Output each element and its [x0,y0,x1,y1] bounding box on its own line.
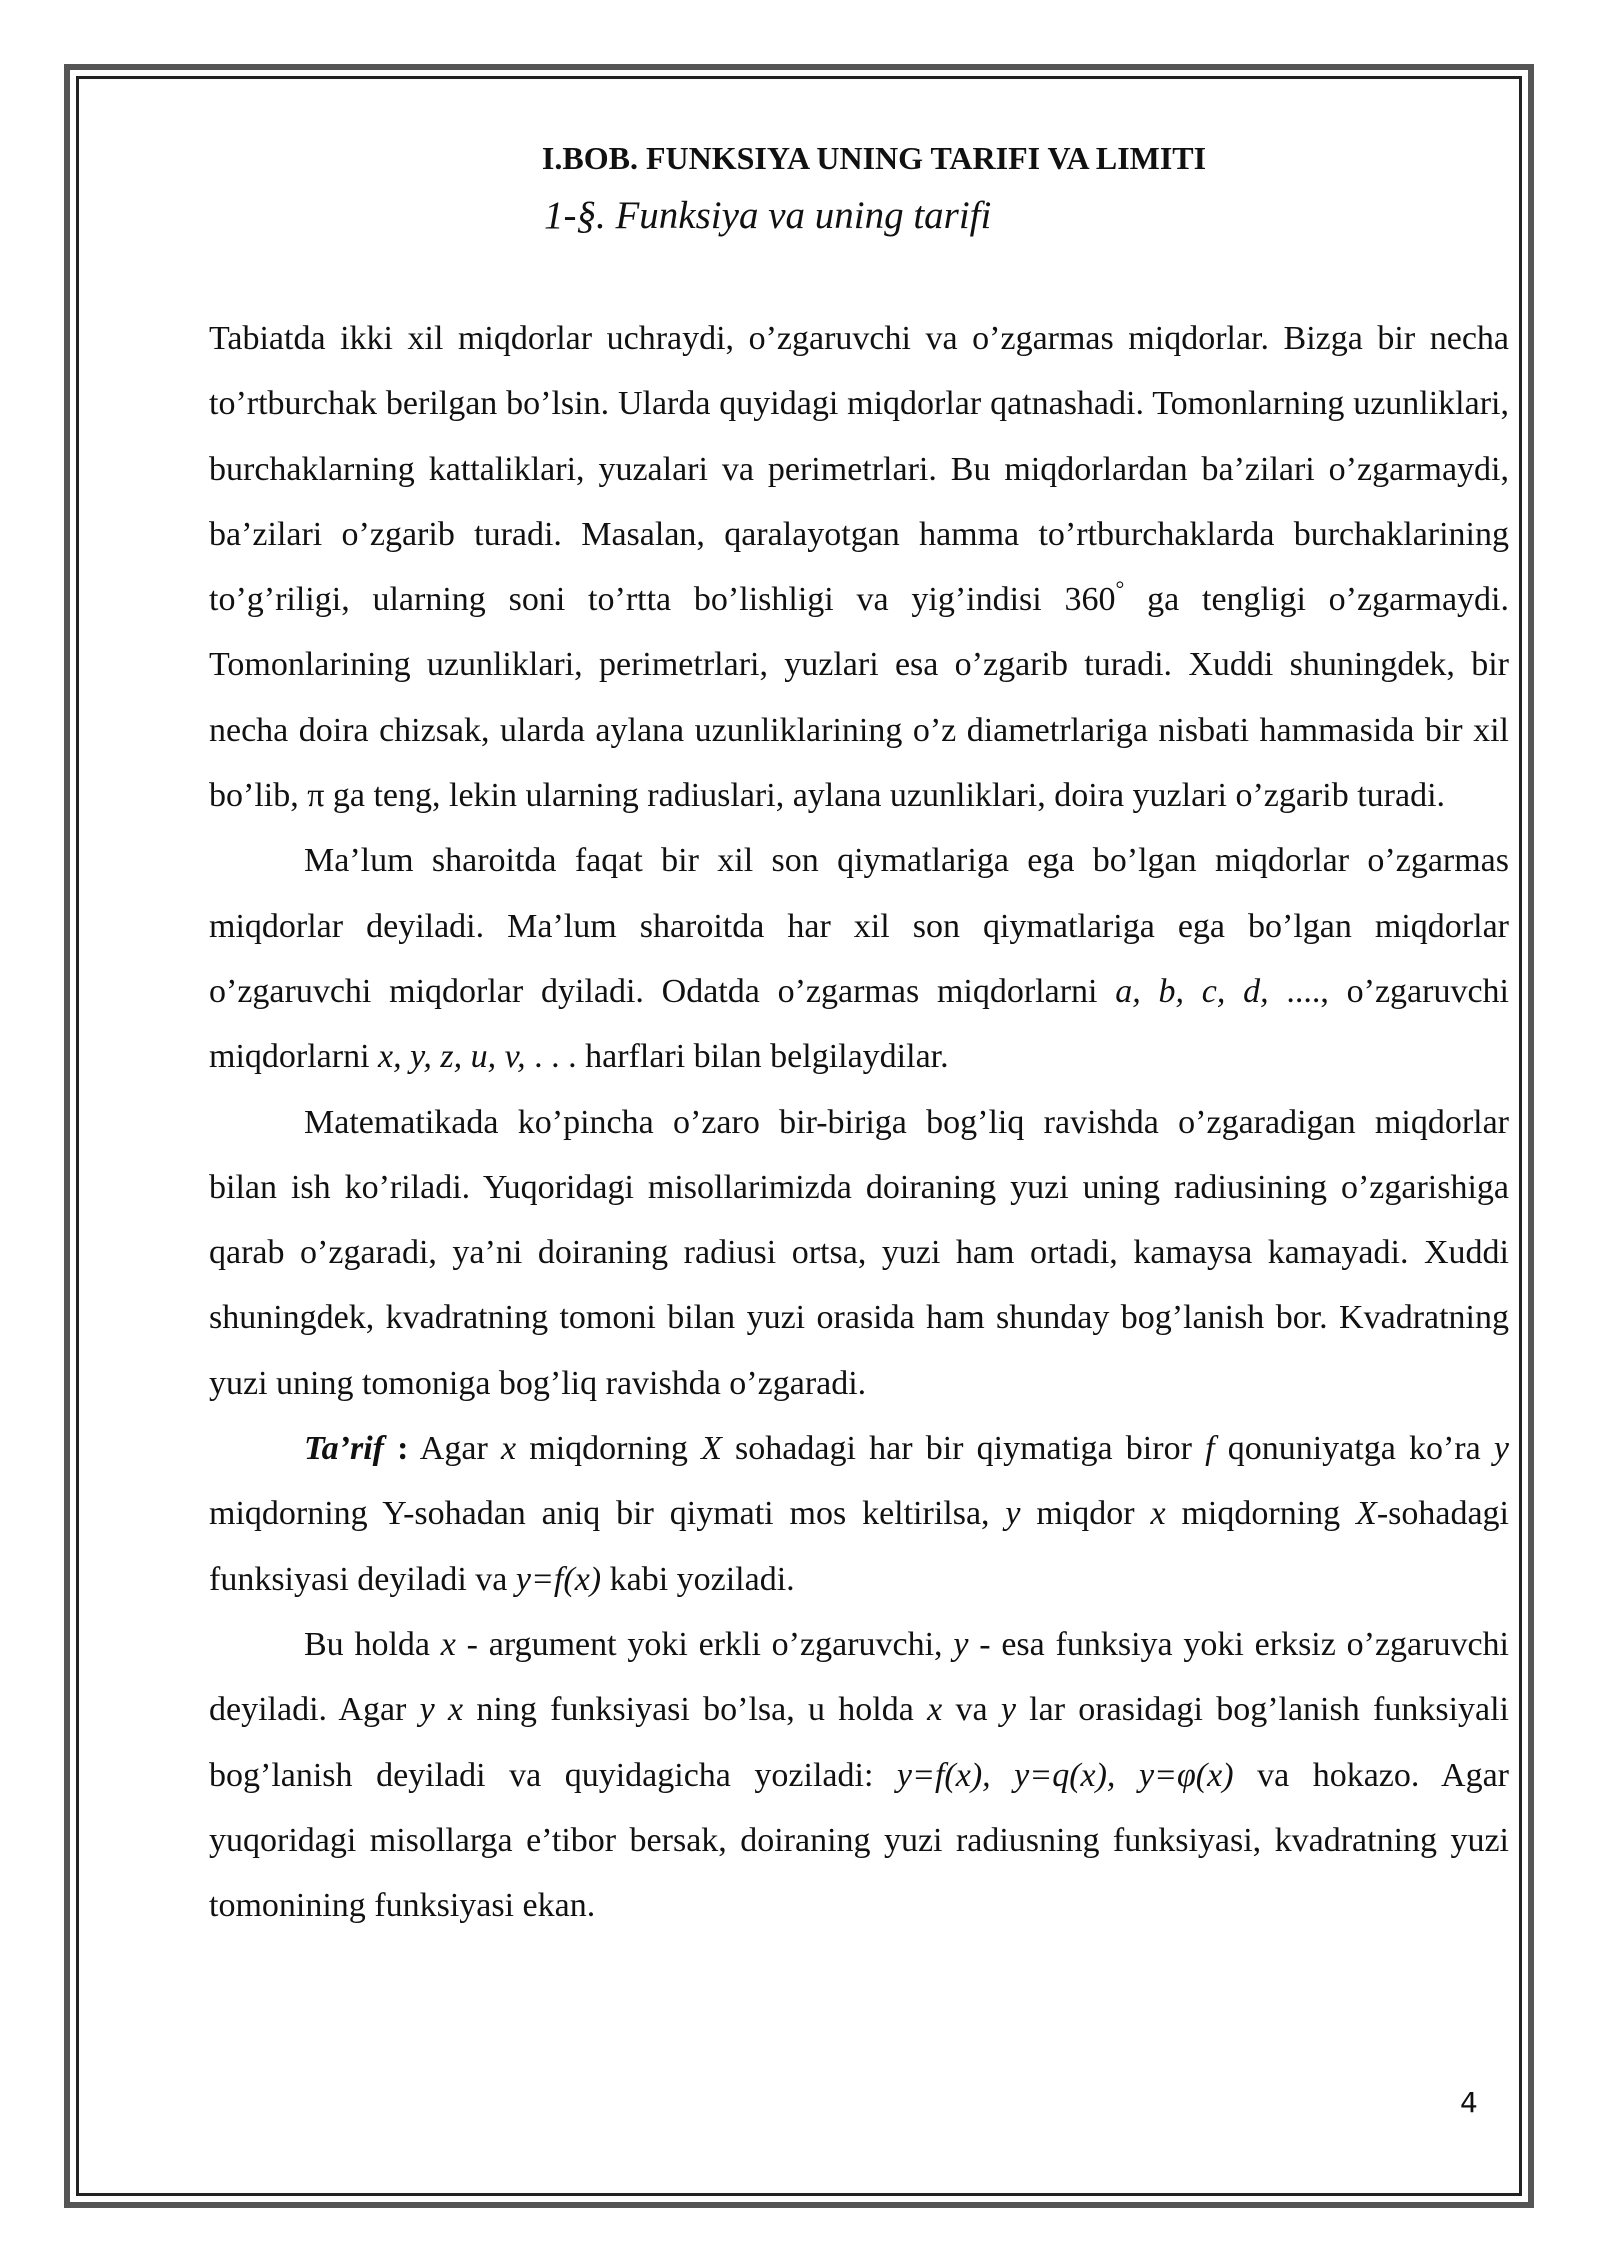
p5-var-x-2: x [927,1691,943,1729]
def-text-6: miqdor [1020,1495,1151,1533]
degree-sign: ° [1115,576,1125,602]
p5-var-y-x: y x [419,1691,464,1729]
section-title: 1-§. Funksiya va uning tarifi [544,194,992,237]
document-body [209,140,1509,1938]
def-formula: y=f(x) [515,1560,602,1598]
p5-formulas: y=f(x), y=q(x), y=φ(x) [896,1756,1234,1794]
constants-letters: a, b, c, d, [1115,972,1269,1010]
p5-var-x: x [440,1625,456,1663]
def-var-y: y [1493,1430,1510,1468]
def-var-y-2: y [1005,1495,1021,1533]
p1-text-after-degree: ga tengligi o’zgarmaydi. Tomonlarining uzunliklari, perimetrlari, yuzlari esa o’zgarib turadi. Xuddi shuningdek, bir necha doira chizsak, ularda aylana uzunliklarining o’z diametrlariga nisbati hammasida bir xil bo’lib, π ga teng, lekin ularning radiuslari, aylana uzunliklari, doira yuzlari o’zgarib turadi. [209,581,1509,815]
p2-text-3: . . . harflari bilan belgilaydilar. [525,1038,949,1076]
p1-text-before-degree: Tabiatda ikki xil miqdorlar uchraydi, o’zgaruvchi va o’zgarmas miqdorlar. Bizga bir necha to’rtburchak berilgan bo’lsin. Ularda quyidagi miqdorlar qatnashadi. Tomonlarning uzunliklari, burchaklarning kattaliklari, yuzalari va perimetrlari. Bu miqdorlardan ba’zilari o’zgarmaydi, ba’zilari o’zgarib turadi. Masalan, qaralayotgan hamma to’rtburchaklarda burchaklarining to’g’riligi, ularning soni to’rtta bo’lishligi va yig’indisi 360 [209,320,1509,619]
def-text-8: -sohadagi funksiyasi deyiladi va [209,1495,1509,1598]
p5-text-5: va [942,1691,1001,1729]
paragraph-1 [209,306,1509,828]
def-text-4: qonuniyatga ko’ra [1214,1430,1494,1468]
p5-var-y: y [953,1625,969,1663]
def-var-x-2: x [1150,1495,1166,1533]
def-text-9: kabi yoziladi. [601,1560,795,1598]
paragraph-2 [209,828,1509,1089]
variables-letters: x, y, z, u, v, [378,1038,526,1076]
def-text-1: Agar [408,1430,501,1468]
chapter-title: I.BOB. FUNKSIYA UNING TARIFI VA LIMITI [541,140,1207,176]
def-text-5: miqdorning Y-sohadan aniq bir qiymati mos keltirilsa, [209,1495,1006,1533]
page-number: 4 [1460,2086,1478,2119]
p2-text-1: Ma’lum sharoitda faqat bir xil son qiymatlariga ega bo’lgan miqdorlar o’zgarmas miqdorlar deyiladi. Ma’lum sharoitda har xil son qiymatlariga ega bo’lgan miqdorlar o’zgaruvchi miqdorlar dyiladi. Odatda o’zgarmas miqdorlarni [209,842,1509,1010]
p5-text-2: - argument yoki erkli o’zgaruvchi, [455,1625,954,1663]
def-law-f: f [1205,1430,1215,1468]
paragraph-5 [209,1612,1509,1938]
def-set-X: X [701,1430,722,1468]
def-set-X-2: X [1356,1495,1377,1533]
definition-label: Ta’rif [304,1430,384,1468]
p5-var-y-2: y [1000,1691,1016,1729]
p2-text-2: ...., o’zgaruvchi miqdorlarni [209,972,1509,1076]
p5-text-7: va hokazo. Agar yuqoridagi misollarga e’tibor bersak, doiraning yuzi radiusning funksiyasi, kvadratning yuzi tomonining funksiyasi ekan. [209,1756,1509,1925]
paragraph-3: Matematikada ko’pincha o’zaro bir-biriga bog’liq ravishda o’zgaradigan miqdorlar bilan ish ko’riladi. Yuqoridagi misollarimizda doiraning yuzi uning radiusining o’zgarishiga qarab o’zgaradi, ya’ni doiraning radiusi ortsa, yuzi ham ortadi, kamaysa kamayadi. Xuddi shuningdek, kvadratning tomoni bilan yuzi orasida ham shunday bog’lanish bor. Kvadratning yuzi uning tomoniga bog’liq ravishda o’zgaradi. [209,1103,1509,1402]
p5-text-3: - esa funksiya yoki erksiz o’zgaruvchi deyiladi. Agar [209,1625,1509,1729]
def-var-x: x [500,1430,517,1468]
definition-paragraph [209,1416,1509,1612]
p5-text-4: ning funksiyasi bo’lsa, u holda [463,1691,928,1729]
def-text-3: sohadagi har bir qiymatiga biror [721,1430,1206,1468]
p5-text-6: lar orasidagi bog’lanish funksiyali bog’lanish deyiladi va quyidagicha yoziladi: [209,1691,1509,1794]
def-text-2: miqdorning [516,1430,702,1468]
definition-colon: : [383,1430,409,1468]
def-text-7: miqdorning [1165,1495,1357,1533]
p5-text-1: Bu holda [304,1625,441,1663]
